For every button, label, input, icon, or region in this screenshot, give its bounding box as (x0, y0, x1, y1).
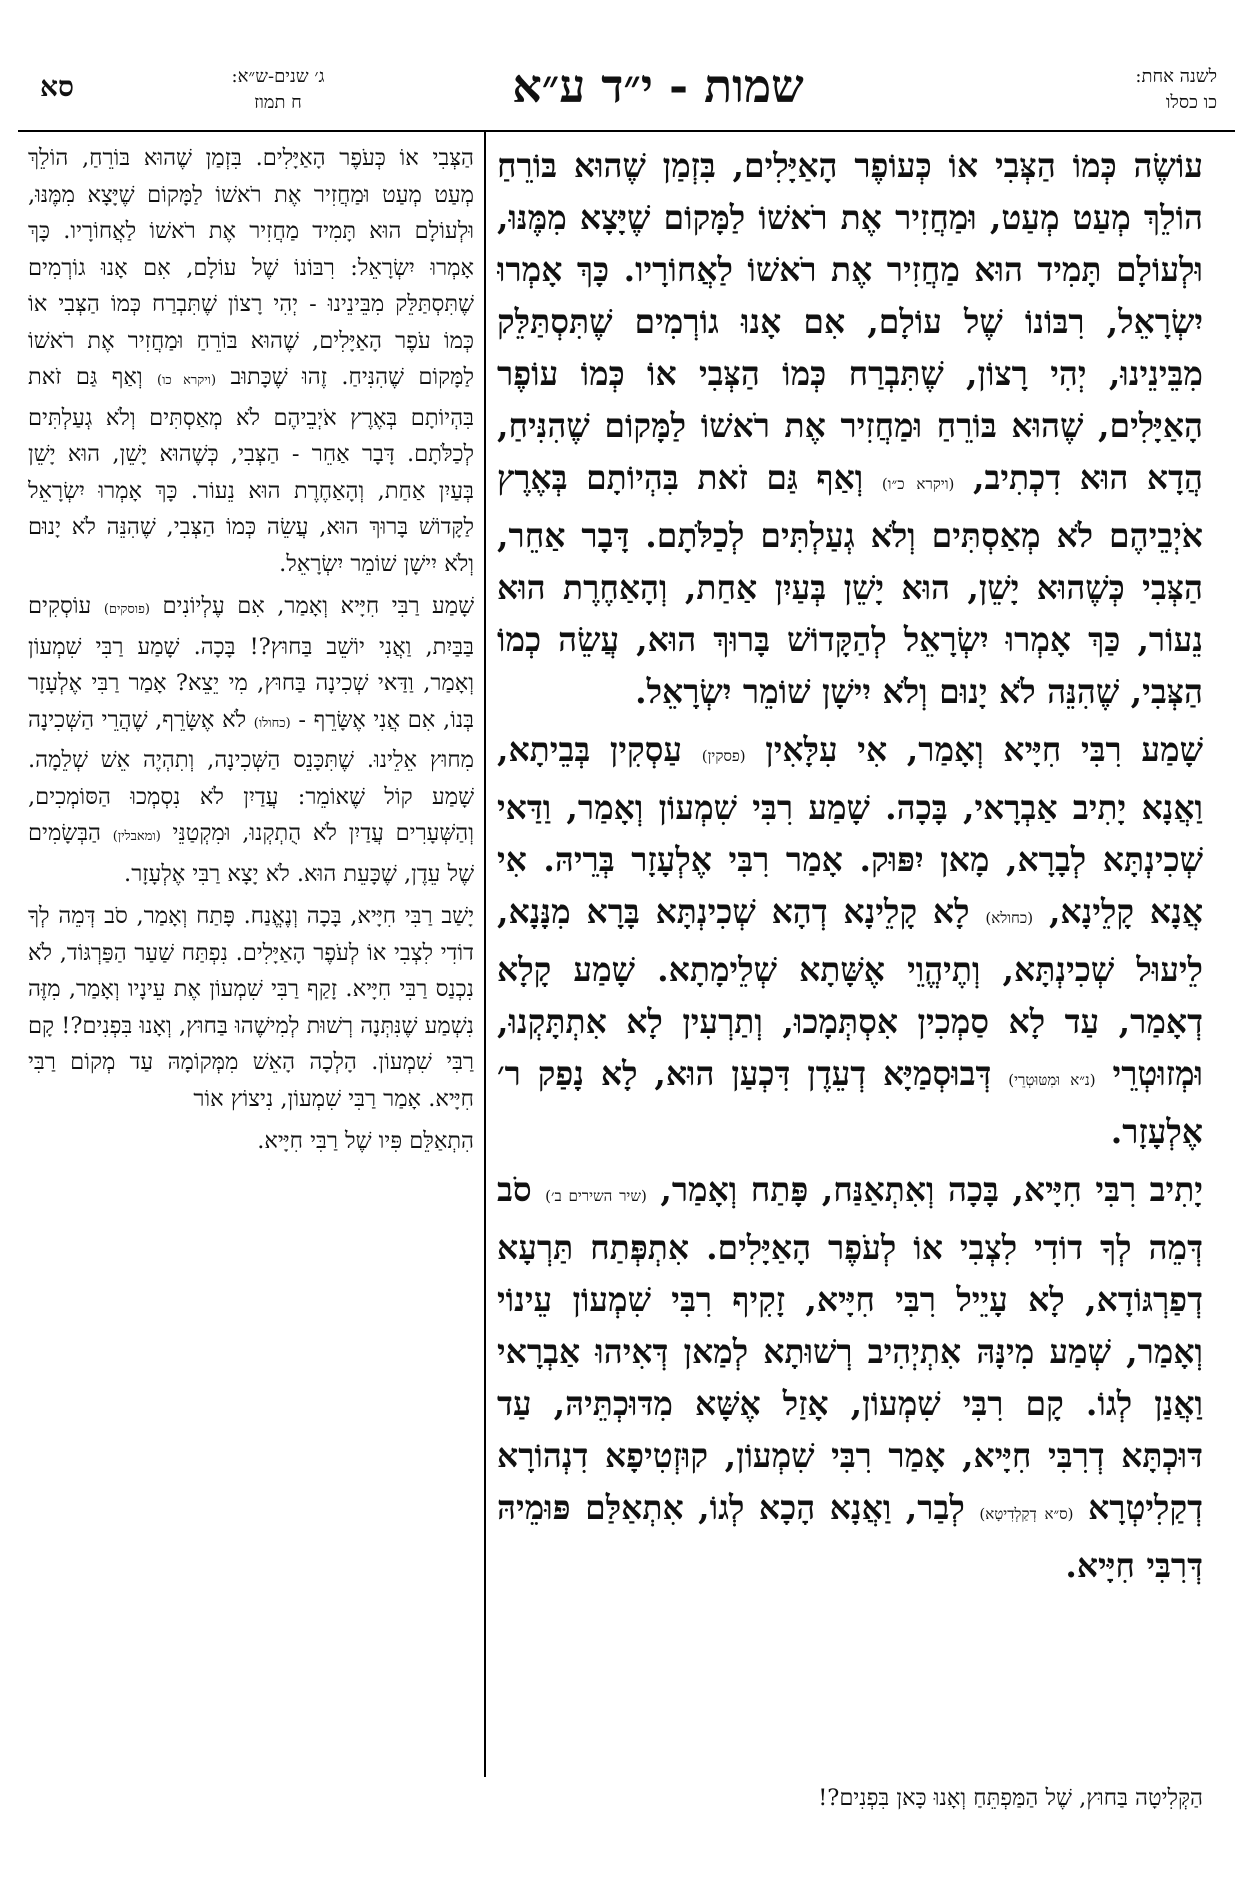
main-p2-reference-2: (כחולא) (985, 909, 1034, 927)
side-p2c-text: לֹא אֶשָּׂרֵף, שֶׁהֲרֵי הַשְּׁכִינָה מִחוּץ אֵלֵינוּ. שֶׁתִּכָּנֵס הַשְּׁכִינָה, וְתִהְיֶה אֵשׁ שְׁלֵמָה. שָׁמַע קוֹל שֶׁאוֹמֵר: עֲדַיִן לֹא נִסְמְכוּ הַסּוֹמְכִים, וְהַשְּׁעָרִים עֲדַיִן לֹא הֻתְקְנוּ, וּמִקְטַנֵּי (28, 706, 474, 846)
main-p1-reference: (ויקרא כ״ו) (881, 475, 955, 493)
main-p3a-text: יָתִיב רִבִּי חִיָּיא, בָּכָה וְאִתְאַנַּח, פָּתַח וְאָמַר, (660, 1170, 1203, 1209)
left-schedule-line2: ח תמוז (254, 92, 302, 113)
main-p2d-text: דְּבוּסְמַיָּא דְעֵדֶן דִּכְעַן הוּא, לָא נָפַק ר׳ אֶלְעָזָר. (497, 1054, 1203, 1151)
side-p1-reference: (ויקרא כו) (157, 373, 217, 388)
main-p2c-text: לָא קָלֵינָא דְהָא שְׁכִינְתָּא בָּרָא מִנָּנָא, לֵיעוּל שְׁכִינְתָּא, וְתֶיהֱוֵי אֶשָּׁתָא שְׁלֵימָתָא. שָׁמַע קָלָא דְאָמַר, עַד לָא סַמְכִין אִסְתְּמָכוּ, וְתַרְעִין לָא אִתְתָּקְנוּ, וּמְזוּטְרֵי (497, 892, 1203, 1093)
side-p3-text: יָשַׁב רַבִּי חִיָּיא, בָּכָה וְנֶאֱנַח. פָּתַח וְאָמַר, סֹב דְּמֵה לְךָ דוֹדִי לִצְבִי אוֹ לְעֹפֶר הָאַיָּלִים. נִפְתַּח שַׁעַר הַפַּרְגּוֹד, לֹא נִכְנַס רַבִּי חִיָּיא. זָקַף רַבִּי שִׁמְעוֹן אֶת עֵינָיו וְאָמַר, מִזֶּה נִשְׁמַע שֶׁנִּתְּנָה רְשׁוּת לְמִישֶׁהוּ בַּחוּץ, וְאָנוּ בִּפְנִים?! קָם רַבִּי שִׁמְעוֹן. הָלְכָה הָאֵשׁ מִמְּקוֹמָהּ עַד מְקוֹם רַבִּי חִיָּיא. אָמַר רַבִּי שִׁמְעוֹן, נִיצוֹץ אוֹר (28, 903, 474, 1112)
header-rule (18, 130, 1235, 132)
page-title: שמות - י״ד ע״א (512, 59, 804, 113)
side-p2b-text: עוֹסְקִים בַּבַּיִת, וַאֲנִי יוֹשֵׁב בַּחוּץ?! בָּכָה. שָׁמַע רַבִּי שִׁמְעוֹן וְאָמַר, וַדַּאי שְׁכִינָה בַּחוּץ, מִי יֵצֵא? אָמַר רַבִּי אֶלְעָזָר בְּנוֹ, אִם אֲנִי אֶשָּׂרֵף - (28, 593, 474, 733)
side-paragraph-3 (28, 898, 474, 1117)
bottom-continuation-line: הַקְּלִיטָה בַּחוּץ, שֶׁל הַמַּפְתֵּחַ וְאָנוּ כָּאן בִּפְנִים?! (818, 1785, 1203, 1811)
main-p2-reference-1: (פסקין) (701, 747, 746, 765)
page-number: סא (40, 70, 74, 103)
main-p3b-text: סֹב דְּמֵה לְךָ דוֹדִי לִצְבִי אוֹ לְעֹפֶר הָאַיָּלִים. אִתְפְּתַח תַּרְעָא דְפַרְגּוֹדָא, לָא עָיֵיל רִבִּי חִיָּיא, זָקִיף רִבִּי שִׁמְעוֹן עֵינוֹי וְאָמַר, שְׁמַע מִינָּהּ אִתְיְהִיב רְשׁוּתָא לְמַאן דְּאִיהוּ אַבְרָאי וַאֲנַן לְגוֹ. קָם רִבִּי שִׁמְעוֹן, אָזַל אֶשָּׁא מִדּוּכְתֵּיהּ, עַד דּוּכְתָּא דְרִבִּי חִיָּיא, אָמַר רִבִּי שִׁמְעוֹן, קוּזְטִיפָא דִנְהוֹרָא דְקַלִיטְרָא (497, 1170, 1203, 1527)
side-p1-text: הַצְּבִי אוֹ כְּעֹפֶר הָאַיָּלִים. בִּזְמַן שֶׁהוּא בּוֹרֵחַ, הוֹלֵךְ מְעַט מְעַט וּמַחֲזִיר אֶת רֹאשׁוֹ לַמָּקוֹם שֶׁיָּצָא מִמֶּנּוּ, וּלְעוֹלָם הוּא תָּמִיד מַחֲזִיר אֶת רֹאשׁוֹ לַאֲחוֹרָיו. כָּךְ אָמְרוּ יִשְׂרָאֵל: רִבּוֹנוֹ שֶׁל עוֹלָם, אִם אָנוּ גוֹרְמִים שֶׁתִּסְתַּלֵּק מִבֵּינֵינוּ - יְהִי רָצוֹן שֶׁתִּבְרַח כְּמוֹ הַצְּבִי אוֹ כְּמוֹ עֹפֶר הָאַיָּלִים, שֶׁהוּא בּוֹרֵחַ וּמַחֲזִיר אֶת רֹאשׁוֹ לַמָּקוֹם שֶׁהִנִּיחַ. זֶהוּ שֶׁכָּתוּב (28, 145, 474, 390)
main-p1-text: עוֹשֶׂה כְּמוֹ הַצְּבִי אוֹ כְּעוֹפֶר הָאַיָּלִים, בִּזְמַן שֶׁהוּא בּוֹרֵחַ הוֹלֵךְ מְעַט מְעַט, וּמַחֲזִיר אֶת רֹאשׁוֹ לַמָּקוֹם שֶׁיָּצָא מִמֶּנּוּ, וּלְעוֹלָם תָּמִיד הוּא מַחֲזִיר אֶת רֹאשׁוֹ לַאֲחוֹרָיו. כָּךְ אָמְרוּ יִשְׂרָאֵל, רִבּוֹנוֹ שֶׁל עוֹלָם, אִם אָנוּ גוֹרְמִים שֶׁתִּסְתַּלֵּק מִבֵּינֵינוּ, יְהִי רָצוֹן, שֶׁתִּבְרַח כְּמוֹ הַצְּבִי אוֹ כְּמוֹ עוֹפֶר הָאַיָּלִים, שֶׁהוּא בּוֹרֵחַ וּמַחֲזִיר אֶת רֹאשׁוֹ לַמָּקוֹם שֶׁהִנִּיחַ, הֲדָא הוּא דִכְתִיב, (497, 146, 1203, 497)
main-p3c-text: לְבַר, וַאֲנָא הָכָא לְגוֹ, אִתְאַלַּם פּוּמֵיהּ דְּרִבִּי חִיָּיא. (497, 1488, 1203, 1585)
main-text-column (497, 140, 1203, 1760)
side-paragraph-3-end (28, 1123, 474, 1160)
side-paragraph-1 (28, 140, 474, 582)
main-p3-reference: (שיר השירים ב׳) (545, 1187, 647, 1205)
side-p2a-text: שָׁמַע רַבִּי חִיָּיא וְאָמַר, אִם עֶלְיוֹנִים (162, 593, 474, 619)
main-paragraph-3 (497, 1164, 1203, 1592)
column-divider (484, 132, 486, 1777)
side-p2-reference-1: (פוסקים) (103, 602, 150, 617)
side-paragraph-2 (28, 588, 474, 892)
page-header (18, 58, 1235, 128)
main-p3-reference-2: (ס״א דְקַלְדִיטָא) (979, 1505, 1074, 1523)
translation-column (28, 140, 474, 1780)
main-p1b-text: וְאַף גַּם זֹאת בִּהְיוֹתָם בְּאֶרֶץ אֹיְבֵיהֶם לֹא מְאַסְתִּים וְלֹא גְעַלְתִּים לְכַלֹּתָם. דָּבָר אַחֵר, הַצְּבִי כְּשֶׁהוּא יָשֵׁן, הוּא יָשֵׁן בְּעַיִן אַחַת, וְהָאַחֶרֶת הוּא נֵעוֹר, כַּךְ אָמְרוּ יִשְׂרָאֵל לְהַקָּדוֹשׁ בָּרוּךְ הוּא, עֲשֵׂה כְמוֹ הַצְּבִי, שֶׁהִנֵּה לֹא יָנוּם וְלֹא יִישָׁן שׁוֹמֵר יִשְׂרָאֵל. (497, 458, 1203, 711)
main-paragraph-2 (497, 724, 1203, 1158)
side-p2-reference-2: (כחולו) (253, 715, 291, 731)
side-p2d-text: הַבְּשָׂמִים שֶׁל עֵדֶן, שֶׁכָּעֵת הוּא. לֹא יָצָא רַבִּי אֶלְעָזָר. (28, 820, 474, 887)
main-p2b-text: עַסְקִין בְּבֵיתָא, וַאֲנָא יָתִיב אַבְרָאי, בָּכָה. שָׁמַע רִבִּי שִׁמְעוֹן וְאָמַר, וַדַּאי שְׁכִינְתָּא לְבָרָא, מָאן יִפּוּק. אָמַר רִבִּי אֶלְעָזָר בְּרֵיהּ. אִי אֲנָא קָלֵינָא, (497, 730, 1203, 931)
left-schedule-line1: ג׳ שנים-ש״א: (231, 66, 325, 87)
main-paragraph-1 (497, 140, 1203, 718)
left-schedule-header (158, 64, 398, 116)
main-p2a-text: שָׁמַע רִבִּי חִיָּיא וְאָמַר, אִי עִלָּאִין (765, 730, 1203, 769)
side-p3-end-text: הִתְאַלֵּם פִּיו שֶׁל רַבִּי חִיָּיא. (257, 1128, 474, 1154)
side-p1b-text: וְאַף גַּם זֹאת בִּהְיוֹתָם בְּאֶרֶץ אֹיְבֵיהֶם לֹא מְאַסְתִּים וְלֹא גְעַלְתִּים לְכַלֹּתָם. דָּבָר אַחֵר - הַצְּבִי, כְּשֶׁהוּא יָשֵׁן, הוּא יָשֵׁן בְּעַיִן אַחַת, וְהָאַחֶרֶת הוּא נֵעוֹר. כָּךְ אָמְרוּ יִשְׂרָאֵל לַקָּדוֹשׁ בָּרוּךְ הוּא, עֲשֵׂה כְּמוֹ הַצְּבִי, שֶׁהִנֵּה לֹא יָנוּם וְלֹא יִישָׁן שׁוֹמֵר יִשְׂרָאֵל. (28, 364, 474, 577)
side-p2-reference-3: (ומאבלין) (112, 829, 161, 844)
main-p2-reference-3: (נ״א וּמִטּוּטְרֵי) (1008, 1071, 1096, 1089)
right-schedule-line1: לשנה אחת: (1135, 66, 1217, 87)
right-schedule-header (997, 64, 1217, 116)
right-schedule-line2: כו כסלו (1165, 92, 1217, 113)
